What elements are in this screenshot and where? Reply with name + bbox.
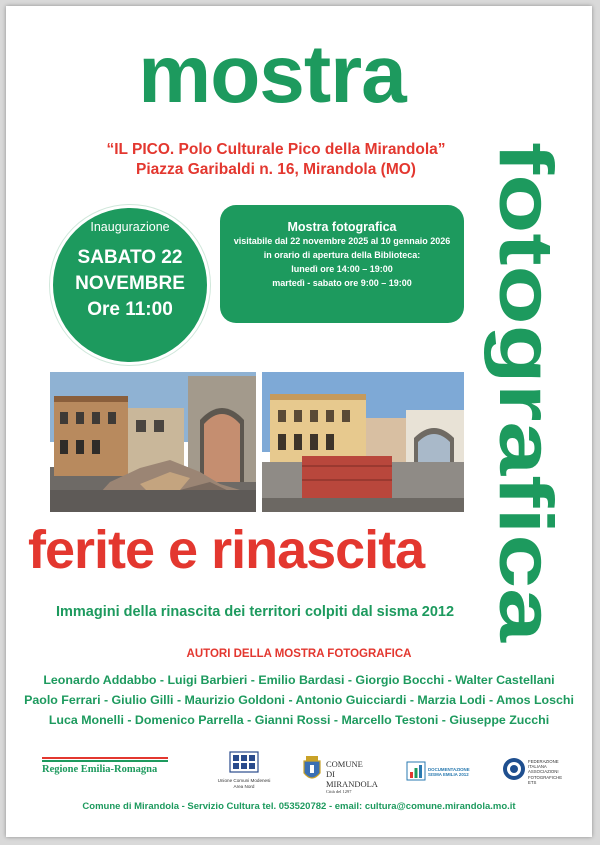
vertical-title-svg xyxy=(478,142,574,662)
title-mostra: mostra xyxy=(138,29,406,120)
logos-bar xyxy=(36,751,566,794)
exhibition-info-box xyxy=(220,205,464,323)
exhibition-info-title: Mostra fotografica xyxy=(287,220,397,234)
fiaf-logo-line-5: ETS xyxy=(528,779,537,785)
unione-comuni-logo xyxy=(204,751,284,790)
authors-heading: AUTORI DELLA MOSTRA FOTOGRAFICA xyxy=(186,648,412,660)
unione-logo-line-1: Unione Comuni Modenesi xyxy=(217,778,271,783)
fiaf-logo-line-3: ASSOCIAZIONI xyxy=(528,769,559,775)
poster xyxy=(6,6,592,837)
venue-name: “IL PICO. Polo Culturale Pico della Mirandola” xyxy=(106,141,446,158)
comune-logo-line-1: COMUNE xyxy=(326,759,363,769)
comune-logo-line-3: MIRANDOLA xyxy=(326,779,378,789)
inauguration-month: NOVEMBRE xyxy=(75,273,185,294)
comune-logo-line-2: DI xyxy=(326,769,335,779)
title-ferite-e-rinascita: ferite e rinascita xyxy=(28,520,425,580)
venue xyxy=(66,140,486,180)
vertical-title xyxy=(478,142,574,662)
documentazione-logo-text xyxy=(428,767,470,777)
inauguration-badge xyxy=(50,205,210,365)
inauguration-day: SABATO 22 xyxy=(77,247,183,268)
inauguration-label: Inaugurazione xyxy=(90,220,170,234)
fiaf-logo-line-2: ITALIANA xyxy=(528,764,547,770)
documentazione-logo-line-2: SISMA EMILIA 2012 xyxy=(428,772,469,777)
photo-rebuilt-square xyxy=(262,372,464,512)
venue-address: Piazza Garibaldi n. 16, Mirandola (MO) xyxy=(136,161,416,178)
exhibition-dates: visitabile dal 22 novembre 2025 al 10 gennaio 2026 xyxy=(233,236,451,246)
fiaf-logo-text xyxy=(528,759,562,785)
inauguration-date xyxy=(53,245,207,323)
fiaf-logo-line-1: FEDERAZIONE xyxy=(528,759,559,764)
regione-emilia-romagna-logo xyxy=(42,757,168,775)
comune-logo-line-4: Città del 1297 xyxy=(326,789,352,794)
authors-list xyxy=(6,670,592,730)
title-fotografica: fotografica xyxy=(483,142,568,535)
fiaf-logo-line-4: FOTOGRAFICHE xyxy=(528,774,563,780)
authors-line-1: Leonardo Addabbo - Luigi Barbieri - Emilio Bardasi - Giorgio Bocchi - Walter Castellani xyxy=(43,673,555,687)
unione-emblem-icon xyxy=(229,751,259,773)
unione-logo-line-2: Area Nord xyxy=(233,784,255,789)
comune-logo-text xyxy=(326,759,378,794)
footer-contact: Comune di Mirandola - Servizio Cultura tel. 053520782 - email: cultura@comune.mirandola.mo.it xyxy=(82,801,516,812)
unione-logo-text xyxy=(204,778,284,790)
bar-chart-icon xyxy=(406,761,426,781)
documentazione-logo-line-1: DOCUMENTAZIONE xyxy=(428,767,470,772)
photo-earthquake-damage xyxy=(50,372,256,512)
exhibition-hours-weekdays: martedì - sabato ore 9:00 – 19:00 xyxy=(272,278,412,288)
comune-crest-icon xyxy=(302,755,322,785)
inauguration-time: Ore 11:00 xyxy=(87,299,173,320)
regione-logo-text: Regione Emilia-Romagna xyxy=(42,764,158,775)
exhibition-hours-note: in orario di apertura della Biblioteca: xyxy=(263,250,421,260)
exhibition-hours-monday: lunedì ore 14:00 – 19:00 xyxy=(291,264,393,274)
subtitle: Immagini della rinascita dei territori colpiti dal sisma 2012 xyxy=(55,604,455,620)
camera-aperture-icon xyxy=(502,757,526,781)
authors-line-3: Luca Monelli - Domenico Parrella - Gianni Rossi - Marcello Testoni - Giuseppe Zucchi xyxy=(48,713,550,727)
authors-line-2: Paolo Ferrari - Giulio Gilli - Maurizio Goldoni - Antonio Guicciardi - Marzia Lodi - Amos Loschi xyxy=(24,693,574,707)
